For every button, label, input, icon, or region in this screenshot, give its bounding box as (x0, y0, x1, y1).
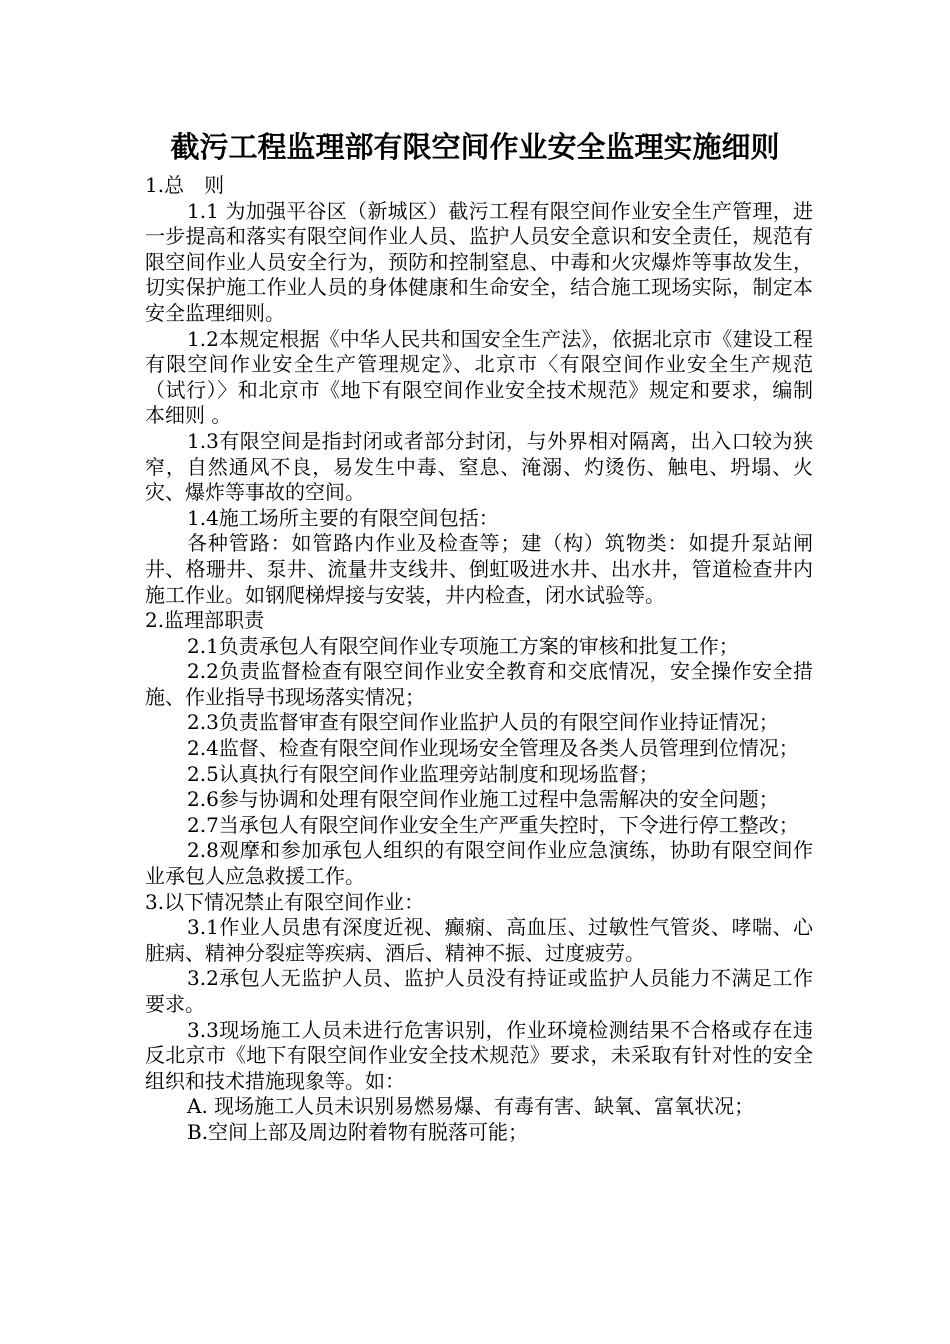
paragraph: 3.3现场施工人员未进行危害识别，作业环境检测结果不合格或存在违反北京市《地下有限空间作业安全技术规范》要求，未采取有针对性的安全组织和技术措施现象等。如： (145, 1017, 813, 1093)
paragraph: 1.3有限空间是指封闭或者部分封闭，与外界相对隔离，出入口较为狭窄，自然通风不良，易发生中毒、窒息、淹溺、灼烫伤、触电、坍塌、火灾、爆炸等事故的空间。 (145, 428, 813, 505)
paragraph: 3.1作业人员患有深度近视、癫痫、高血压、过敏性气管炎、哮喘、心脏病、精神分裂症等疾病、酒后、精神不振、过度疲劳。 (145, 915, 813, 965)
paragraph: 2.7当承包人有限空间作业安全生产严重失控时，下令进行停工整改； (187, 812, 799, 837)
paragraph: 2.8观摩和参加承包人组织的有限空间作业应急演练，协助有限空间作业承包人应急救援工作。 (145, 838, 813, 889)
paragraph: 1.1 为加强平谷区（新城区）截污工程有限空间作业安全生产管理，进一步提高和落实有限空间作业人员、监护人员安全意识和安全责任，规范有限空间作业人员安全行为，预防和控制窒息、中毒和火灾爆炸等事故发生，切实保护施工作业人员的身体健康和生命安全，结合施工现场实际，制定本安全监理细则。 (145, 198, 813, 325)
paragraph: 2.6参与协调和处理有限空间作业施工过程中急需解决的安全问题； (187, 787, 779, 812)
document-title: 截污工程监理部有限空间作业安全监理实施细则 (170, 130, 780, 164)
paragraph: 2.4监督、检查有限空间作业现场安全管理及各类人员管理到位情况； (187, 736, 799, 761)
paragraph: 2.1负责承包人有限空间作业专项施工方案的审核和批复工作； (187, 633, 739, 658)
paragraph: 2.3负责监督审查有限空间作业监护人员的有限空间作业持证情况； (187, 710, 779, 735)
section-heading: 2.监理部职责 (145, 608, 265, 633)
paragraph: 2.5认真执行有限空间作业监理旁站制度和现场监督； (187, 761, 659, 786)
section-heading: 1.总 则 (145, 173, 225, 197)
paragraph: 2.2负责监督检查有限空间作业安全教育和交底情况，安全操作安全措施、作业指导书现场落实情况； (145, 659, 813, 709)
paragraph: 各种管路：如管路内作业及检查等；建（构）筑物类：如提升泵站闸井、格珊井、泵井、流量井支线井、倒虹吸进水井、出水井，管道检查井内施工作业。如钢爬梯焊接与安装，井内检查，闭水试验等。 (145, 531, 813, 607)
paragraph: A. 现场施工人员未识别易燃易爆、有毒有害、缺氧、富氧状况； (187, 1094, 755, 1119)
paragraph: 3.2承包人无监护人员、监护人员没有持证或监护人员能力不满足工作要求。 (145, 966, 813, 1016)
paragraph: B.空间上部及周边附着物有脱落可能； (187, 1119, 529, 1144)
paragraph: 1.4施工场所主要的有限空间包括： (187, 505, 499, 530)
document-body (145, 173, 813, 1146)
section-heading: 3.以下情况禁止有限空间作业： (145, 889, 425, 914)
paragraph: 1.2本规定根据《中华人民共和国安全生产法》，依据北京市《建设工程有限空间作业安全生产管理规定》、北京市〈有限空间作业安全生产规范（试行）〉和北京市《地下有限空间作业安全技术规范》规定和要求，编制本细则 。 (145, 326, 813, 428)
